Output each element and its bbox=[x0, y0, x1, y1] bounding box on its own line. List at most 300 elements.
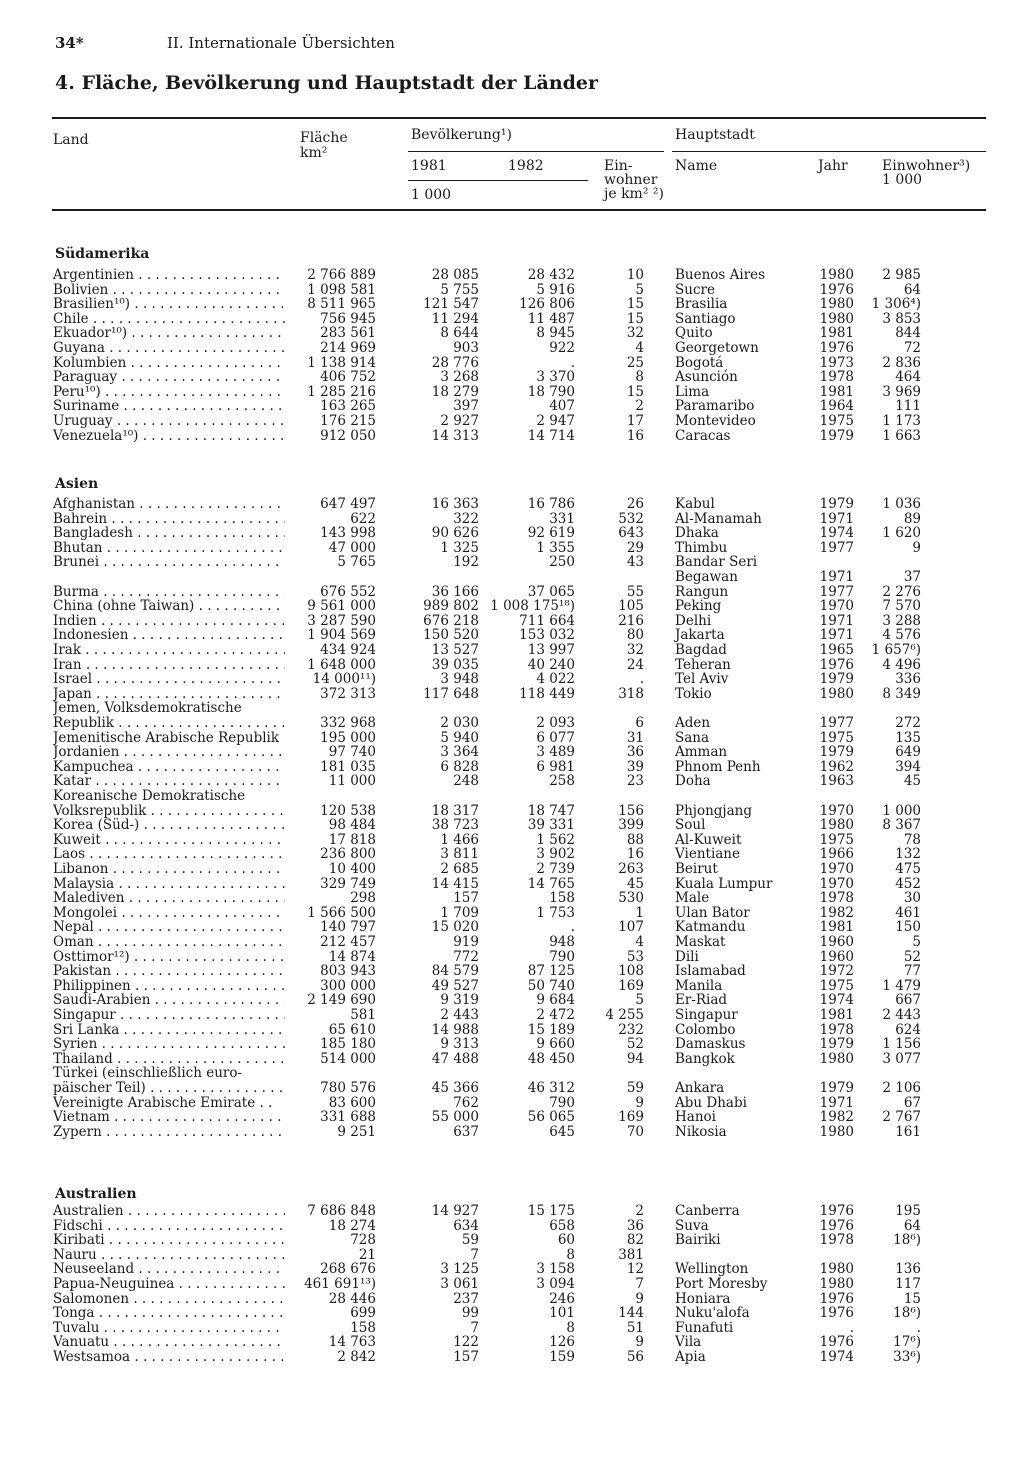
table-row bbox=[0, 312, 1024, 327]
table-row bbox=[0, 1233, 1024, 1248]
density-value: 16 bbox=[626, 427, 644, 444]
capital-inhabitants: 33⁶) bbox=[893, 1349, 921, 1365]
capital-name: Montevideo bbox=[675, 413, 756, 429]
capital-year: 1973 bbox=[819, 354, 854, 371]
capital-year: 1976 bbox=[819, 1305, 854, 1322]
capital-year: 1976 bbox=[819, 1334, 854, 1351]
table-row bbox=[0, 1081, 1024, 1096]
capital-inhabitants: 1 156 bbox=[882, 1036, 921, 1053]
country-name: Peru¹⁰) . . . bbox=[53, 385, 285, 400]
capital-inhabitants: 2 767 bbox=[882, 1109, 921, 1126]
density-value: 8 bbox=[635, 369, 644, 386]
country-name: Laos . . . bbox=[53, 847, 285, 862]
table-row bbox=[0, 1277, 1024, 1292]
column-header-jahr: Jahr bbox=[818, 158, 848, 174]
population-1981: 49 527 bbox=[431, 977, 479, 994]
population-1981: 3 061 bbox=[440, 1276, 479, 1292]
table-row bbox=[0, 1023, 1024, 1038]
population-1982: . bbox=[570, 354, 575, 371]
population-1981: 38 723 bbox=[431, 817, 479, 834]
capital-name: Begawan bbox=[675, 569, 738, 585]
table-row bbox=[0, 1306, 1024, 1321]
capital-inhabitants: 8 367 bbox=[882, 817, 921, 834]
area-value: 676 552 bbox=[320, 583, 376, 600]
area-value: 83 600 bbox=[328, 1094, 376, 1111]
capital-year: 1971 bbox=[819, 612, 854, 629]
capital-inhabitants: 9 bbox=[912, 539, 921, 556]
column-header-einwohner-line1: Ein- bbox=[604, 158, 633, 174]
population-1982: 118 449 bbox=[519, 685, 575, 702]
page-header bbox=[55, 34, 395, 52]
country-name: Australien . . . bbox=[53, 1204, 285, 1219]
capital-year: 1964 bbox=[819, 398, 854, 415]
area-value: 97 740 bbox=[328, 744, 376, 761]
population-1982: 3 158 bbox=[536, 1261, 575, 1278]
column-header-bevoelkerung: Bevölkerung¹) bbox=[411, 127, 512, 143]
density-value: 318 bbox=[618, 685, 644, 702]
density-value: 5 bbox=[635, 992, 644, 1009]
capital-name: Ankara bbox=[675, 1080, 725, 1096]
column-header-tausend: 1 000 bbox=[411, 187, 452, 203]
area-value: 11 000 bbox=[328, 773, 376, 790]
population-1982: 153 032 bbox=[519, 627, 575, 644]
country-name: Mongolei . . . bbox=[53, 906, 285, 921]
population-1982: 1 562 bbox=[536, 831, 575, 848]
country-name: Jemenitische Arabische Republik bbox=[53, 730, 280, 746]
table-row bbox=[0, 356, 1024, 371]
table-row bbox=[0, 964, 1024, 979]
population-1982: 790 bbox=[549, 948, 575, 965]
density-value: 45 bbox=[626, 875, 644, 892]
capital-name: Peking bbox=[675, 598, 722, 615]
capital-year: 1970 bbox=[819, 875, 854, 892]
capital-name: Georgetown bbox=[675, 340, 759, 356]
country-name: Israel . . . bbox=[53, 672, 285, 687]
population-1981: 14 415 bbox=[431, 875, 479, 892]
capital-inhabitants: 195 bbox=[895, 1203, 921, 1219]
table-row bbox=[0, 804, 1024, 819]
population-1981: 28 776 bbox=[431, 354, 479, 371]
table-row bbox=[0, 672, 1024, 687]
country-name: päischer Teil) . . . bbox=[53, 1081, 285, 1096]
population-1981: 9 319 bbox=[440, 992, 479, 1009]
density-value: 232 bbox=[618, 1021, 644, 1038]
population-1982: 158 bbox=[549, 890, 575, 907]
table-row bbox=[0, 1110, 1024, 1125]
population-1982: 258 bbox=[549, 773, 575, 790]
population-1981: 762 bbox=[453, 1094, 479, 1111]
capital-name: Rangun bbox=[675, 583, 729, 600]
density-value: 105 bbox=[618, 598, 644, 615]
capital-inhabitants: 2 836 bbox=[882, 354, 921, 371]
country-name: Malaysia . . . bbox=[53, 877, 285, 892]
capital-name: Suva bbox=[675, 1217, 709, 1234]
area-value: 1 098 581 bbox=[307, 281, 376, 298]
country-name: Burma . . . bbox=[53, 585, 285, 600]
table-row bbox=[0, 1219, 1024, 1234]
population-1982: 18 747 bbox=[527, 802, 575, 819]
capital-inhabitants: 18⁶) bbox=[893, 1305, 921, 1322]
country-name: Suriname . . . bbox=[53, 399, 285, 414]
density-value: 70 bbox=[626, 1123, 644, 1140]
table-row bbox=[0, 1335, 1024, 1350]
table-row bbox=[0, 399, 1024, 414]
country-name: Korea (Süd-) . . . bbox=[53, 818, 285, 833]
capital-name: Asunción bbox=[675, 369, 738, 386]
population-1982: 8 945 bbox=[536, 325, 575, 342]
capital-name: Bandar Seri bbox=[675, 554, 758, 571]
density-value: 82 bbox=[626, 1232, 644, 1249]
population-1982: 15 175 bbox=[527, 1203, 575, 1219]
capital-name: Delhi bbox=[675, 612, 712, 629]
population-1981: 39 035 bbox=[431, 656, 479, 673]
capital-inhabitants: 150 bbox=[895, 919, 921, 936]
density-value: 108 bbox=[618, 963, 644, 980]
population-1981: 248 bbox=[453, 773, 479, 790]
country-name: Jordanien . . . bbox=[53, 745, 285, 760]
population-1981: 59 bbox=[461, 1232, 479, 1249]
population-1982: 46 312 bbox=[527, 1080, 575, 1096]
area-value: 406 752 bbox=[320, 369, 376, 386]
country-name: Tuvalu . . . bbox=[53, 1321, 285, 1336]
country-name: Uruguay . . . bbox=[53, 414, 285, 429]
density-value: 2 bbox=[635, 398, 644, 415]
density-value: 381 bbox=[618, 1246, 644, 1263]
table-row bbox=[0, 297, 1024, 312]
density-value: 2 bbox=[635, 1203, 644, 1219]
capital-inhabitants: 4 496 bbox=[882, 656, 921, 673]
table-row bbox=[0, 268, 1024, 283]
capital-rule bbox=[672, 151, 986, 152]
capital-year: 1972 bbox=[819, 963, 854, 980]
table-row bbox=[0, 877, 1024, 892]
population-1981: 84 579 bbox=[431, 963, 479, 980]
capital-inhabitants: 1 173 bbox=[882, 413, 921, 429]
population-1981: 18 317 bbox=[431, 802, 479, 819]
capital-year: 1976 bbox=[819, 281, 854, 298]
population-1982: 3 370 bbox=[536, 369, 575, 386]
country-name: Kiribati . . . bbox=[53, 1233, 285, 1248]
area-value: 185 180 bbox=[320, 1036, 376, 1053]
table-row bbox=[0, 1321, 1024, 1336]
column-header-einwohner3-unit: 1 000 bbox=[882, 172, 923, 188]
country-name: Saudi-Arabien . . . bbox=[53, 993, 285, 1008]
capital-inhabitants: 111 bbox=[895, 398, 921, 415]
country-name: Katar . . . bbox=[53, 774, 285, 789]
capital-inhabitants: 15 bbox=[903, 1290, 921, 1307]
area-value: 331 688 bbox=[320, 1109, 376, 1126]
column-header-einwohner-line2: wohner bbox=[604, 172, 658, 188]
density-value: 156 bbox=[618, 802, 644, 819]
capital-year: 1975 bbox=[819, 831, 854, 848]
capital-name: Bagdad bbox=[675, 642, 727, 658]
table-row bbox=[0, 628, 1024, 643]
capital-year: 1975 bbox=[819, 413, 854, 429]
capital-year: 1980 bbox=[819, 310, 854, 327]
capital-inhabitants: 3 288 bbox=[882, 612, 921, 629]
area-value: 98 484 bbox=[328, 817, 376, 834]
population-1981: 1 325 bbox=[440, 539, 479, 556]
density-value: 16 bbox=[626, 846, 644, 863]
density-value: 32 bbox=[626, 642, 644, 658]
country-name: Oman . . . bbox=[53, 935, 285, 950]
area-value: 5 765 bbox=[337, 554, 376, 571]
population-1981: 157 bbox=[453, 890, 479, 907]
table-row bbox=[0, 585, 1024, 600]
column-header-flaeche-unit: km² bbox=[300, 145, 328, 161]
capital-name: Buenos Aires bbox=[675, 267, 766, 283]
population-1981: 117 648 bbox=[423, 685, 479, 702]
population-1981: 6 828 bbox=[440, 758, 479, 775]
country-name: Venezuela¹⁰) . . . bbox=[53, 429, 285, 444]
density-value: 15 bbox=[626, 296, 644, 313]
population-1981: 1 709 bbox=[440, 904, 479, 921]
country-name: Bahrein . . . bbox=[53, 512, 285, 527]
country-name: Indonesien . . . bbox=[53, 628, 285, 643]
capital-inhabitants: 272 bbox=[895, 715, 921, 731]
table-row bbox=[0, 370, 1024, 385]
density-value: 12 bbox=[626, 1261, 644, 1278]
density-value: 43 bbox=[626, 554, 644, 571]
column-header-1982: 1982 bbox=[508, 158, 544, 174]
capital-name: Sucre bbox=[675, 281, 715, 298]
capital-inhabitants: 52 bbox=[903, 948, 921, 965]
population-1982: 159 bbox=[549, 1349, 575, 1365]
capital-inhabitants: 394 bbox=[895, 758, 921, 775]
capital-inhabitants: 475 bbox=[895, 861, 921, 877]
country-name: Guyana . . . bbox=[53, 341, 285, 356]
capital-year: 1981 bbox=[819, 919, 854, 936]
country-name: Libanon . . . bbox=[53, 862, 285, 877]
table-row bbox=[0, 283, 1024, 298]
country-name: Japan . . . bbox=[53, 687, 285, 702]
capital-inhabitants: 649 bbox=[895, 744, 921, 761]
country-name: Irak . . . bbox=[53, 643, 285, 658]
capital-name: Dhaka bbox=[675, 525, 719, 542]
area-value: 236 800 bbox=[320, 846, 376, 863]
area-value: 514 000 bbox=[320, 1050, 376, 1067]
table-row bbox=[0, 950, 1024, 965]
population-1982: 28 432 bbox=[527, 267, 575, 283]
density-value: 643 bbox=[618, 525, 644, 542]
table-row bbox=[0, 512, 1024, 527]
country-name: Bangladesh . . . bbox=[53, 526, 285, 541]
population-1982: 15 189 bbox=[527, 1021, 575, 1038]
table-row bbox=[0, 847, 1024, 862]
capital-name: Amman bbox=[675, 744, 728, 761]
population-1982: 3 902 bbox=[536, 846, 575, 863]
capital-name: Apia bbox=[675, 1349, 706, 1365]
population-1981: 16 363 bbox=[431, 496, 479, 512]
section-heading-region: Australien bbox=[55, 1186, 137, 1202]
population-1982: 39 331 bbox=[527, 817, 575, 834]
capital-name: Tel Aviv bbox=[675, 671, 729, 688]
area-value: 581 bbox=[350, 1007, 376, 1023]
area-value: 18 274 bbox=[328, 1217, 376, 1234]
capital-year: 1960 bbox=[819, 948, 854, 965]
capital-name: Aden bbox=[675, 715, 711, 731]
area-value: 2 149 690 bbox=[307, 992, 376, 1009]
capital-inhabitants: 1 306⁴) bbox=[871, 296, 921, 313]
capital-inhabitants: 89 bbox=[903, 510, 921, 527]
capital-inhabitants: 5 bbox=[912, 934, 921, 950]
country-name: Tonga . . . bbox=[53, 1306, 285, 1321]
density-value: 1 bbox=[635, 904, 644, 921]
table-row bbox=[0, 716, 1024, 731]
capital-year: . bbox=[849, 1319, 854, 1336]
population-1981: 28 085 bbox=[431, 267, 479, 283]
population-1982: 658 bbox=[549, 1217, 575, 1234]
population-1982: 8 bbox=[566, 1246, 575, 1263]
population-1981: 11 294 bbox=[431, 310, 479, 327]
country-name: Afghanistan . . . bbox=[53, 497, 285, 512]
area-value: 158 bbox=[350, 1319, 376, 1336]
capital-inhabitants: 1 000 bbox=[882, 802, 921, 819]
area-value: 434 924 bbox=[320, 642, 376, 658]
column-header-hauptstadt: Hauptstadt bbox=[675, 127, 755, 143]
population-1981: 3 811 bbox=[440, 846, 479, 863]
population-1982: 246 bbox=[549, 1290, 575, 1307]
capital-inhabitants: . bbox=[916, 1319, 921, 1336]
capital-name: Soul bbox=[675, 817, 706, 834]
density-value: 31 bbox=[626, 729, 644, 746]
area-value: 8 511 965 bbox=[307, 296, 376, 313]
population-1981: 150 520 bbox=[423, 627, 479, 644]
capital-year: 1970 bbox=[819, 861, 854, 877]
population-1981: 2 685 bbox=[440, 861, 479, 877]
country-name: Brunei . . . bbox=[53, 555, 285, 570]
capital-name: Er-Riad bbox=[675, 992, 728, 1009]
country-name: Nepal . . . bbox=[53, 920, 285, 935]
capital-name: Ulan Bator bbox=[675, 904, 750, 921]
population-1981: 3 364 bbox=[440, 744, 479, 761]
country-name: Salomonen . . . bbox=[53, 1292, 285, 1307]
table-row bbox=[0, 1262, 1024, 1277]
capital-name: Katmandu bbox=[675, 919, 746, 936]
density-value: 169 bbox=[618, 977, 644, 994]
capital-year: 1978 bbox=[819, 890, 854, 907]
density-value: 15 bbox=[626, 383, 644, 400]
population-1982: 56 065 bbox=[527, 1109, 575, 1126]
density-value: 5 bbox=[635, 281, 644, 298]
capital-inhabitants: 2 276 bbox=[882, 583, 921, 600]
area-value: 214 969 bbox=[320, 340, 376, 356]
density-value: 59 bbox=[626, 1080, 644, 1096]
population-1981: 2 927 bbox=[440, 413, 479, 429]
population-1982: 11 487 bbox=[527, 310, 575, 327]
capital-year: 1982 bbox=[819, 904, 854, 921]
capital-name: Lima bbox=[675, 383, 710, 400]
area-value: 300 000 bbox=[320, 977, 376, 994]
population-1981: 121 547 bbox=[423, 296, 479, 313]
area-value: 756 945 bbox=[320, 310, 376, 327]
population-1982: 101 bbox=[549, 1305, 575, 1322]
population-1981: 397 bbox=[453, 398, 479, 415]
table-row bbox=[0, 429, 1024, 444]
capital-year: 1981 bbox=[819, 383, 854, 400]
table-row bbox=[0, 1037, 1024, 1052]
capital-year: 1980 bbox=[819, 296, 854, 313]
capital-inhabitants: 132 bbox=[895, 846, 921, 863]
capital-name: Teheran bbox=[675, 656, 731, 673]
capital-name: Manila bbox=[675, 977, 723, 994]
capital-name: Nikosia bbox=[675, 1123, 727, 1140]
area-value: 14 874 bbox=[328, 948, 376, 965]
table-row bbox=[0, 818, 1024, 833]
population-1981: 3 948 bbox=[440, 671, 479, 688]
density-value: 53 bbox=[626, 948, 644, 965]
area-value: 1 648 000 bbox=[307, 656, 376, 673]
population-1982: . bbox=[570, 919, 575, 936]
capital-name: Kuala Lumpur bbox=[675, 875, 773, 892]
population-1982: 922 bbox=[549, 340, 575, 356]
area-value: 372 313 bbox=[320, 685, 376, 702]
area-value: 780 576 bbox=[320, 1080, 376, 1096]
capital-inhabitants: 336 bbox=[895, 671, 921, 688]
area-value: 17 818 bbox=[328, 831, 376, 848]
table-row bbox=[0, 526, 1024, 541]
capital-inhabitants: 117 bbox=[895, 1276, 921, 1292]
capital-year: 1976 bbox=[819, 1217, 854, 1234]
capital-year: 1979 bbox=[819, 427, 854, 444]
capital-inhabitants: 135 bbox=[895, 729, 921, 746]
table-row bbox=[0, 1350, 1024, 1365]
capital-inhabitants: 17⁶) bbox=[893, 1334, 921, 1351]
density-value: 51 bbox=[626, 1319, 644, 1336]
column-header-land: Land bbox=[53, 132, 89, 148]
country-name: Vanuatu . . . bbox=[53, 1335, 285, 1350]
table-row bbox=[0, 1204, 1024, 1219]
area-value: 143 998 bbox=[320, 525, 376, 542]
capital-name: Brasilia bbox=[675, 296, 728, 313]
capital-inhabitants: 72 bbox=[903, 340, 921, 356]
table-row bbox=[0, 789, 1024, 804]
capital-year: 1979 bbox=[819, 671, 854, 688]
country-name: Volksrepublik . . . bbox=[53, 804, 285, 819]
area-value: 176 215 bbox=[320, 413, 376, 429]
population-1982: 2 739 bbox=[536, 861, 575, 877]
capital-year: 1976 bbox=[819, 1290, 854, 1307]
population-1981: 36 166 bbox=[431, 583, 479, 600]
capital-inhabitants: 624 bbox=[895, 1021, 921, 1038]
capital-name: Nuku'alofa bbox=[675, 1305, 750, 1322]
density-value: 9 bbox=[635, 1334, 644, 1351]
capital-name: Vientiane bbox=[675, 846, 740, 863]
density-value: 6 bbox=[635, 715, 644, 731]
capital-inhabitants: 452 bbox=[895, 875, 921, 892]
population-1981: 15 020 bbox=[431, 919, 479, 936]
capital-name: Wellington bbox=[675, 1261, 749, 1278]
population-1982: 2 472 bbox=[536, 1007, 575, 1023]
country-name: Brasilien¹⁰) . . . bbox=[53, 297, 285, 312]
population-1981: 9 313 bbox=[440, 1036, 479, 1053]
capital-year: 1974 bbox=[819, 525, 854, 542]
population-1981: 8 644 bbox=[440, 325, 479, 342]
density-value: 4 255 bbox=[605, 1007, 644, 1023]
population-1981: 7 bbox=[470, 1246, 479, 1263]
population-1982: 6 981 bbox=[536, 758, 575, 775]
country-name: Thailand . . . bbox=[53, 1052, 285, 1067]
capital-year: 1978 bbox=[819, 1232, 854, 1249]
capital-inhabitants: 3 969 bbox=[882, 383, 921, 400]
capital-inhabitants: 464 bbox=[895, 369, 921, 386]
capital-name: Hanoi bbox=[675, 1109, 716, 1126]
area-value: 1 138 914 bbox=[307, 354, 376, 371]
capital-inhabitants: 1 657⁶) bbox=[871, 642, 921, 658]
density-value: 32 bbox=[626, 325, 644, 342]
table-row bbox=[0, 614, 1024, 629]
area-value: 120 538 bbox=[320, 802, 376, 819]
